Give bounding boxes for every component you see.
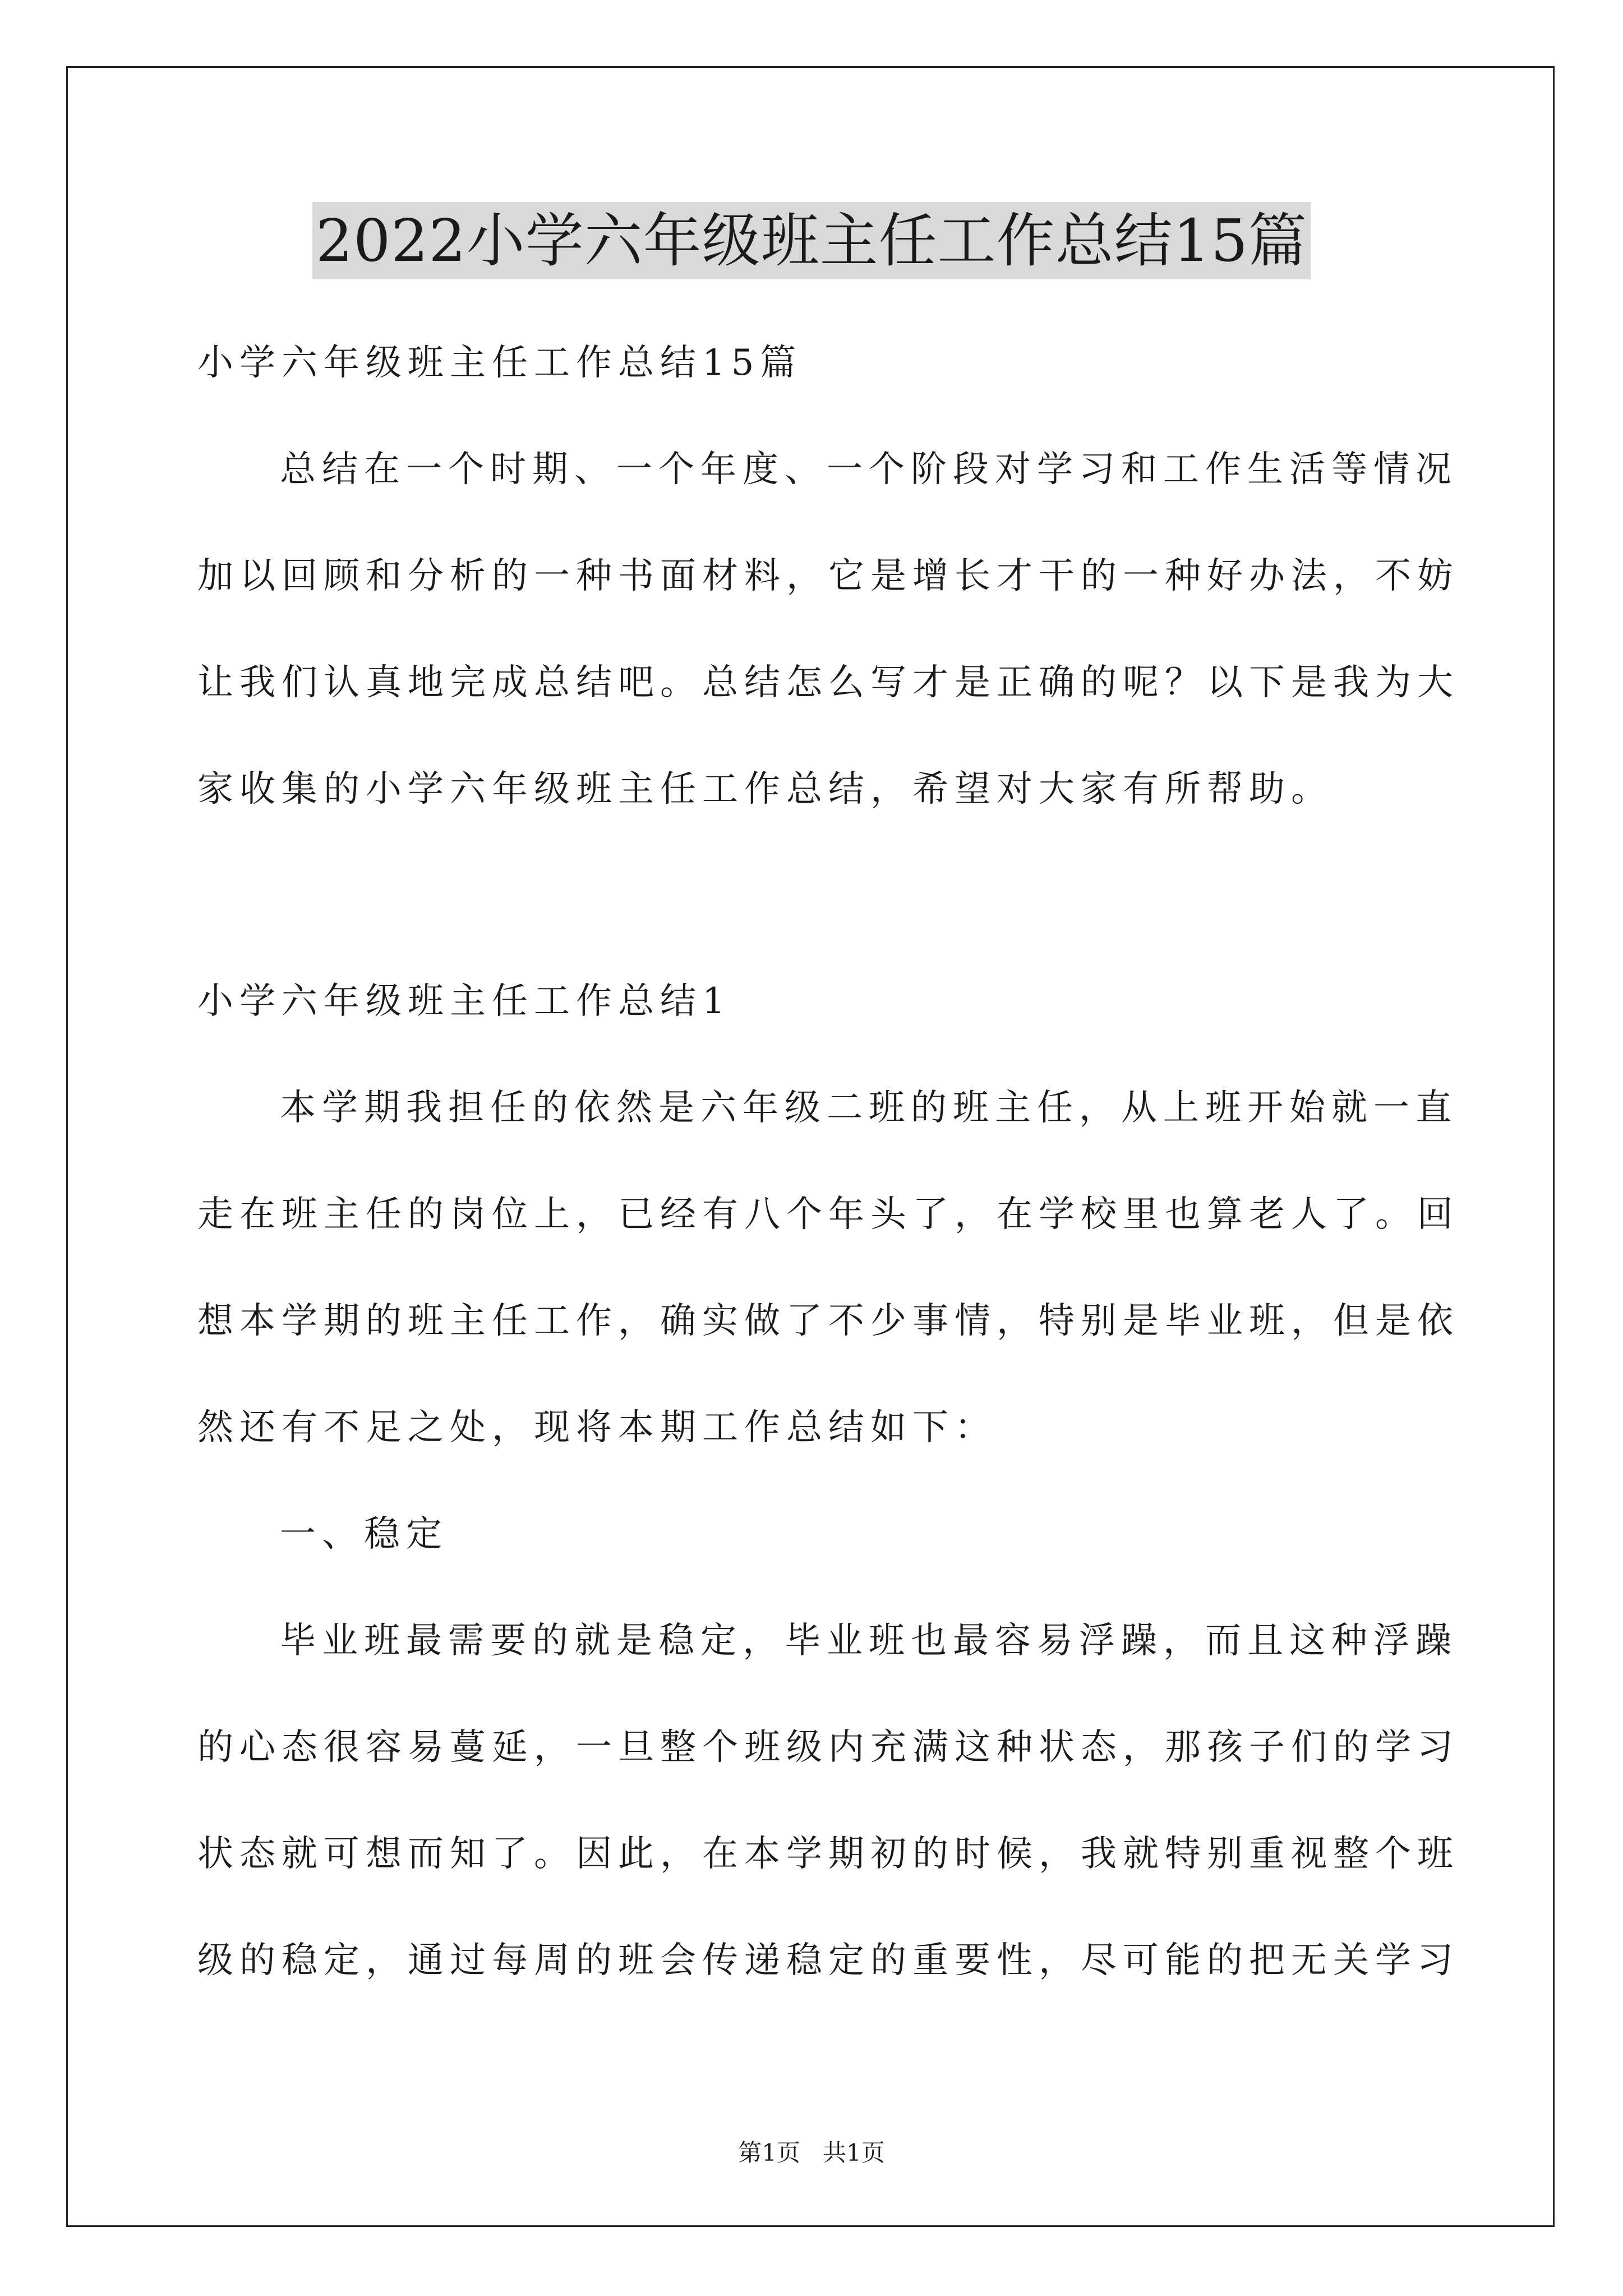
document-body [197, 310, 1459, 2014]
paragraph-line: 级的稳定，通过每周的班会传递稳定的重要性，尽可能的把无关学习 [197, 1940, 1459, 1981]
paragraph-line: 想本学期的班主任工作，确实做了不少事情，特别是毕业班，但是依 [197, 1300, 1459, 1342]
paragraph-line: 然还有不足之处，现将本期工作总结如下： [197, 1407, 997, 1448]
paragraph-line: 状态就可想而知了。因此，在本学期初的时候，我就特别重视整个班 [197, 1833, 1459, 1875]
paragraph-line: 本学期我担任的依然是六年级二班的班主任，从上班开始就一直 [280, 1087, 1458, 1129]
paragraph-line: 的心态很容易蔓延，一旦整个班级内充满这种状态，那孩子们的学习 [197, 1727, 1459, 1768]
title-container [0, 202, 1623, 279]
paragraph-line: 毕业班最需要的就是稳定，毕业班也最容易浮躁，而且这种浮躁 [280, 1620, 1458, 1662]
document-subtitle: 小学六年级班主任工作总结15篇 [197, 342, 803, 384]
intro-line: 加以回顾和分析的一种书面材料，它是增长才干的一种好办法，不妨 [197, 555, 1459, 597]
section-heading: 小学六年级班主任工作总结1 [197, 981, 731, 1022]
intro-line: 让我们认真地完成总结吧。总结怎么写才是正确的呢？以下是我为大 [197, 662, 1459, 703]
subheading-stability: 一、稳定 [280, 1513, 448, 1555]
document-title: 2022小学六年级班主任工作总结15篇 [312, 202, 1311, 279]
paragraph-gap [197, 843, 1431, 948]
intro-line: 家收集的小学六年级班主任工作总结，希望对大家有所帮助。 [197, 769, 1333, 810]
paragraph-line: 走在班主任的岗位上，已经有八个年头了，在学校里也算老人了。回 [197, 1194, 1459, 1235]
page-footer: 第1页 共1页 [738, 2139, 885, 2166]
intro-line: 总结在一个时期、一个年度、一个阶段对学习和工作生活等情况 [280, 449, 1458, 490]
